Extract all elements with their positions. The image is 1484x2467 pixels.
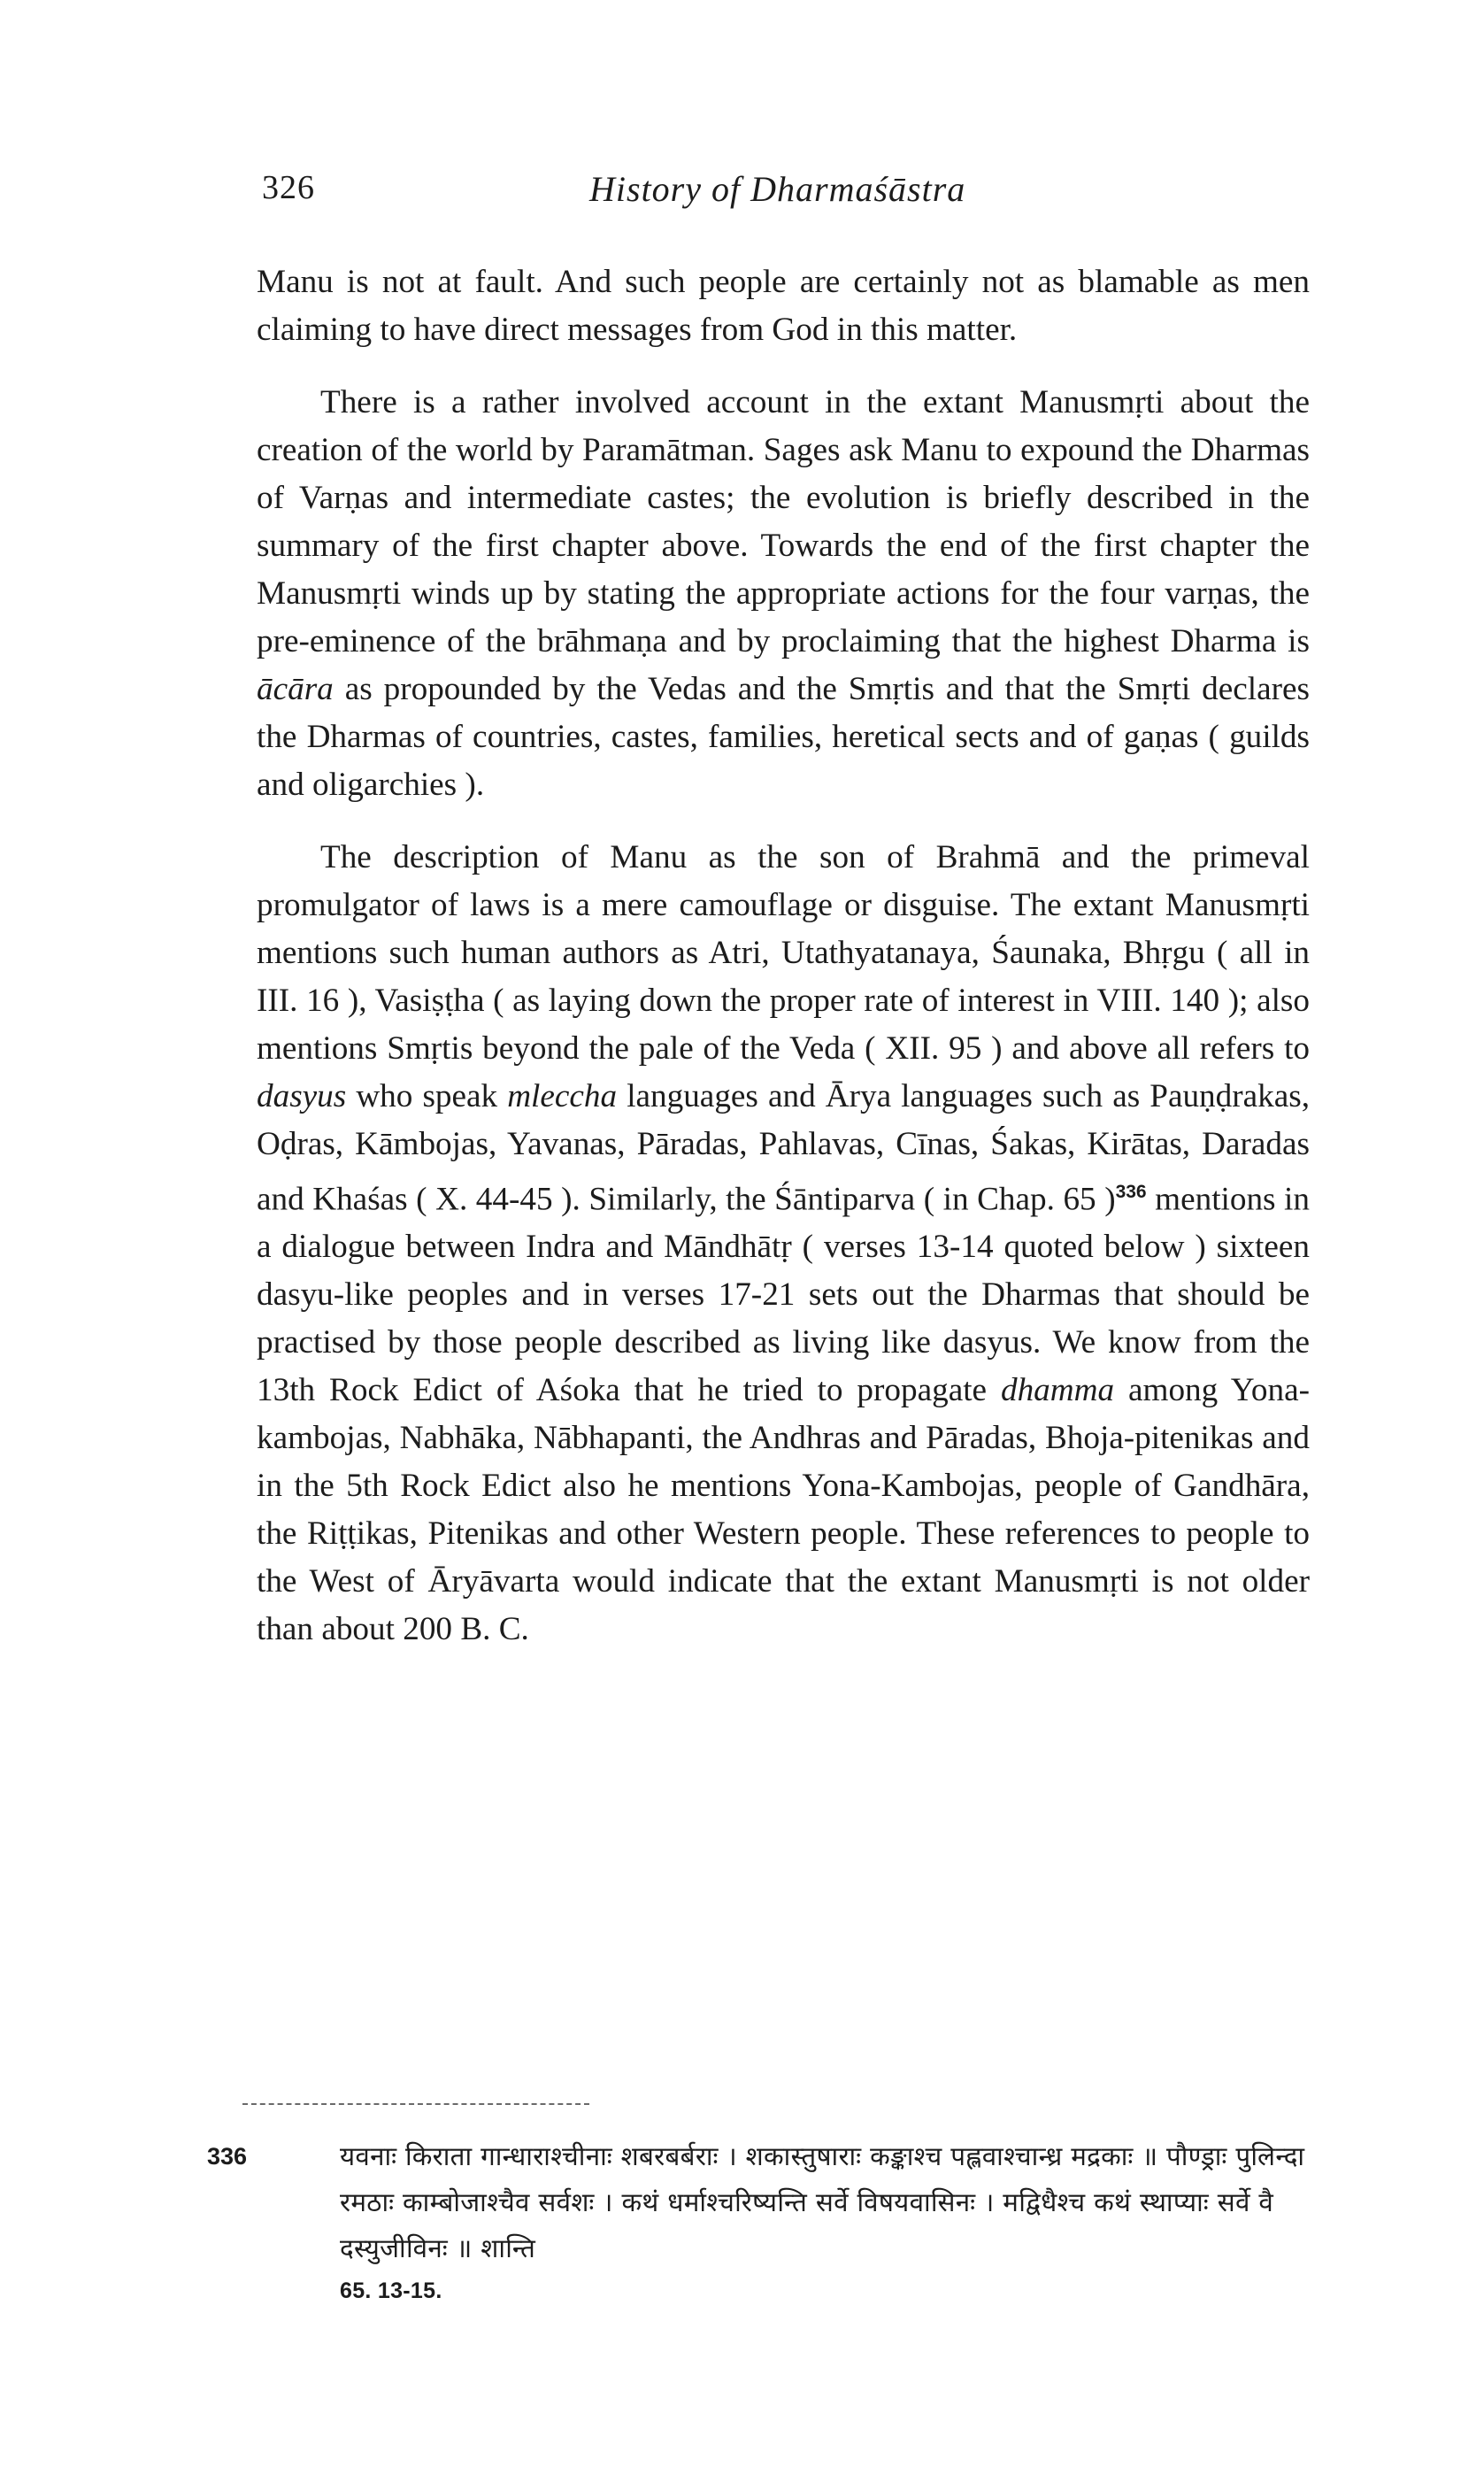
- main-text: [257, 258, 1310, 1678]
- paragraph-1-text: Manu is not at fault. And such people are certainly not as blamable as men claiming to have direct messages from God in this matter.: [257, 264, 1310, 348]
- paragraph-2-text: There is a rather involved account in the extant Manusmṛti about the creation of the world by Paramātman. Sages ask Manu to expound the Dharmas of Varṇas and intermediate castes; the evolution is briefly described in the summary of the first chapter above. Towards the end of the first chapter the Manusmṛti winds up by stating the appropriate actions for the four varṇas, the pre-eminence of the brāhmaṇa and by proclaiming that the highest Dharma is: [257, 384, 1310, 659]
- paragraph-3-part-5: among Yona-kambojas, Nabhāka, Nābhapanti, the Andhras and Pāradas, Bhoja-pitenikas and in the 5th Rock Edict also he mentions Yona-Kambojas, people of Gandhāra, the Riṭṭikas, Pitenikas and other Western people. These references to people to the West of Āryāvarta would indicate that the extant Manusmṛti is not older than about 200 B. C.: [257, 1372, 1310, 1648]
- paragraph-3: [257, 834, 1310, 1654]
- paragraph-3-part-3: languages and Ārya languages such as Pauṇḍrakas, Oḍras, Kāmbojas, Yavanas, Pāradas, Pahlavas, Cīnas, Śakas, Kirātas, Daradas and Khaśas ( X. 44-45 ). Similarly, the Śāntiparva ( in Chap. 65 ): [257, 1078, 1310, 1218]
- page-header: [262, 168, 1306, 221]
- italic-term-dasyus: dasyus: [257, 1078, 347, 1114]
- paragraph-2: [257, 379, 1310, 809]
- paragraph-3-part-2: who speak: [346, 1078, 508, 1114]
- page-number: 326: [262, 169, 315, 206]
- italic-term-acara: ācāra: [257, 671, 334, 707]
- paragraph-3-part-1: The description of Manu as the son of Brahmā and the primeval promulgator of laws is a mere camouflage or disguise. The extant Manusmṛti mentions such human authors as Atri, Utathyatanaya, Śaunaka, Bhṛgu ( all in III. 16 ), Vasiṣṭha ( as laying down the proper rate of interest in VIII. 140 ); also mentions Smṛtis beyond the pale of the Veda ( XII. 95 ) and above all refers to: [257, 839, 1310, 1067]
- footnote-divider: [242, 2103, 589, 2105]
- italic-term-mleccha: mleccha: [507, 1078, 618, 1114]
- paragraph-2-text-end: as propounded by the Vedas and the Smṛtis and that the Smṛti declares the Dharmas of countries, castes, families, heretical sects and of gaṇas ( guilds and oligarchies ).: [257, 671, 1310, 803]
- paragraph-1: [257, 258, 1310, 354]
- footnote-sanskrit-verse: [340, 2133, 1322, 2310]
- italic-term-dhamma: dhamma: [1000, 1372, 1115, 1409]
- footnote-marker: 336: [1115, 1182, 1147, 1202]
- paragraph-3-part-4: mentions in a dialogue between Indra and Māndhātṛ ( verses 13-14 quoted below ) sixteen dasyu-like peoples and in verses 17-21 sets out the Dharmas that should be practised by those people described as living like dasyus. We know from the 13th Rock Edict of Aśoka that he tried to propagate: [257, 1181, 1310, 1409]
- running-title: History of Dharmaśāstra: [589, 169, 966, 209]
- footnote-number: 336: [207, 2143, 248, 2170]
- footnote-reference: 65. 13-15.: [340, 2278, 442, 2303]
- footnote-text: यवनाः किराता गान्धाराश्चीनाः शबरबर्बराः । शकास्तुषाराः कङ्काश्च पह्लवाश्चान्ध्र मद्रकाः ॥ पौण्ड्राः पुलिन्दा रमठाः काम्बोजाश्चैव सर्वशः । कथं धर्माश्चरिष्यन्ति सर्वे विषयवासिनः । मद्विधैश्च कथं स्थाप्याः सर्वे वै दस्युजीविनः ॥ शान्ति: [340, 2141, 1305, 2263]
